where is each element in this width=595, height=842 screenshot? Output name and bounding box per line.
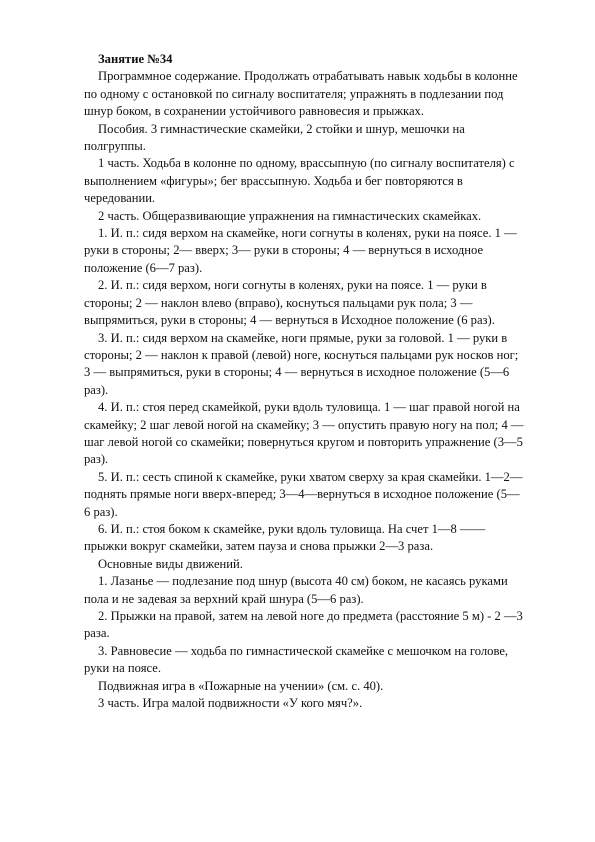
paragraph-exercise-2: 2. И. п.: сидя верхом, ноги согнуты в коленях, руки на поясе. 1 — руки в стороны; 2 — наклон влево (вправо), коснуться пальцами рук пола; 3 — выпрямиться, руки в стороны; 4 — вернуться в Исходное положение (6 раз). [84, 278, 495, 328]
paragraph-exercise-1: 1. И. п.: сидя верхом на скамейке, ноги согнуты в коленях, руки на поясе. 1 — руки в стороны; 2— вверх; 3— руки в стороны; 4 — вернуться в исходное положение (6—7 раз). [84, 226, 517, 275]
paragraph-main-movements: Основные виды движений. [98, 556, 243, 571]
paragraph-movement-1: 1. Лазанье — подлезание под шнур (высота 40 см) боком, не касаясь руками пола и не задевая за верхний край шнура (5—6 раз). [84, 574, 508, 606]
paragraph-exercise-6: 6. И. п.: стоя боком к скамейке, руки вдоль туловища. На счет 1—8 —— прыжки вокруг скамейки, затем пауза и снова прыжки 2—3 раза. [84, 521, 486, 554]
paragraph-equipment: Пособия. 3 гимнастические скамейки, 2 стойки и шнур, мешочки на полгруппы. [84, 121, 465, 154]
paragraph-exercise-5: 5. И. п.: сесть спиной к скамейке, руки хватом сверху за края скамейки. 1—2—поднять прямые ноги вверх-вперед; 3—4—вернуться в исходное положение (5—6 раз). [84, 469, 523, 519]
paragraph-part-3: 3 часть. Игра малой подвижности «У кого мяч?». [98, 696, 363, 711]
paragraph-program-content: Программное содержание. Продолжать отрабатывать навык ходьбы в колонне по одному с остановкой по сигналу воспитателя; упражнять в подлезании под шнур боком, в сохранении устойчивого равновесия и прыжках. [84, 69, 518, 119]
document-title: Занятие №34 [98, 52, 173, 66]
paragraph-exercise-4: 4. И. п.: стоя перед скамейкой, руки вдоль туловища. 1 — шаг правой ногой на скамейку; 2 шаг левой ногой на скамейку; 3 — опустить правую ногу на пол; 4 — шаг левой ногой со скамейки; повернуться кругом и повторить упражнение (3—5 раз). [84, 400, 524, 467]
paragraph-part-2: 2 часть. Общеразвивающие упражнения на гимнастических скамейках. [98, 208, 482, 223]
document-body [84, 51, 524, 712]
paragraph-exercise-3: 3. И. п.: сидя верхом на скамейке, ноги прямые, руки за головой. 1 — руки в стороны; 2 — наклон к правой (левой) ноге, коснуться пальцами рук носков ног; 3 — выпрямиться, руки в стороны; 4 — вернуться в исходное положение (5—6 раз). [84, 330, 519, 397]
paragraph-part-1: 1 часть. Ходьба в колонне по одному, врассыпную (по сигналу воспитателя) с выполнением «фигуры»; бег врассыпную. Ходьба и бег повторяются в чередовании. [84, 156, 515, 206]
paragraph-movement-2: 2. Прыжки на правой, затем на левой ноге до предмета (расстояние 5 м) - 2 —3 раза. [84, 609, 523, 641]
paragraph-active-game: Подвижная игра в «Пожарные на учении» (см. с. 40). [98, 678, 384, 693]
paragraph-movement-3: 3. Равновесие — ходьба по гимнастической скамейке с мешочком на голове, руки на поясе. [84, 643, 509, 676]
